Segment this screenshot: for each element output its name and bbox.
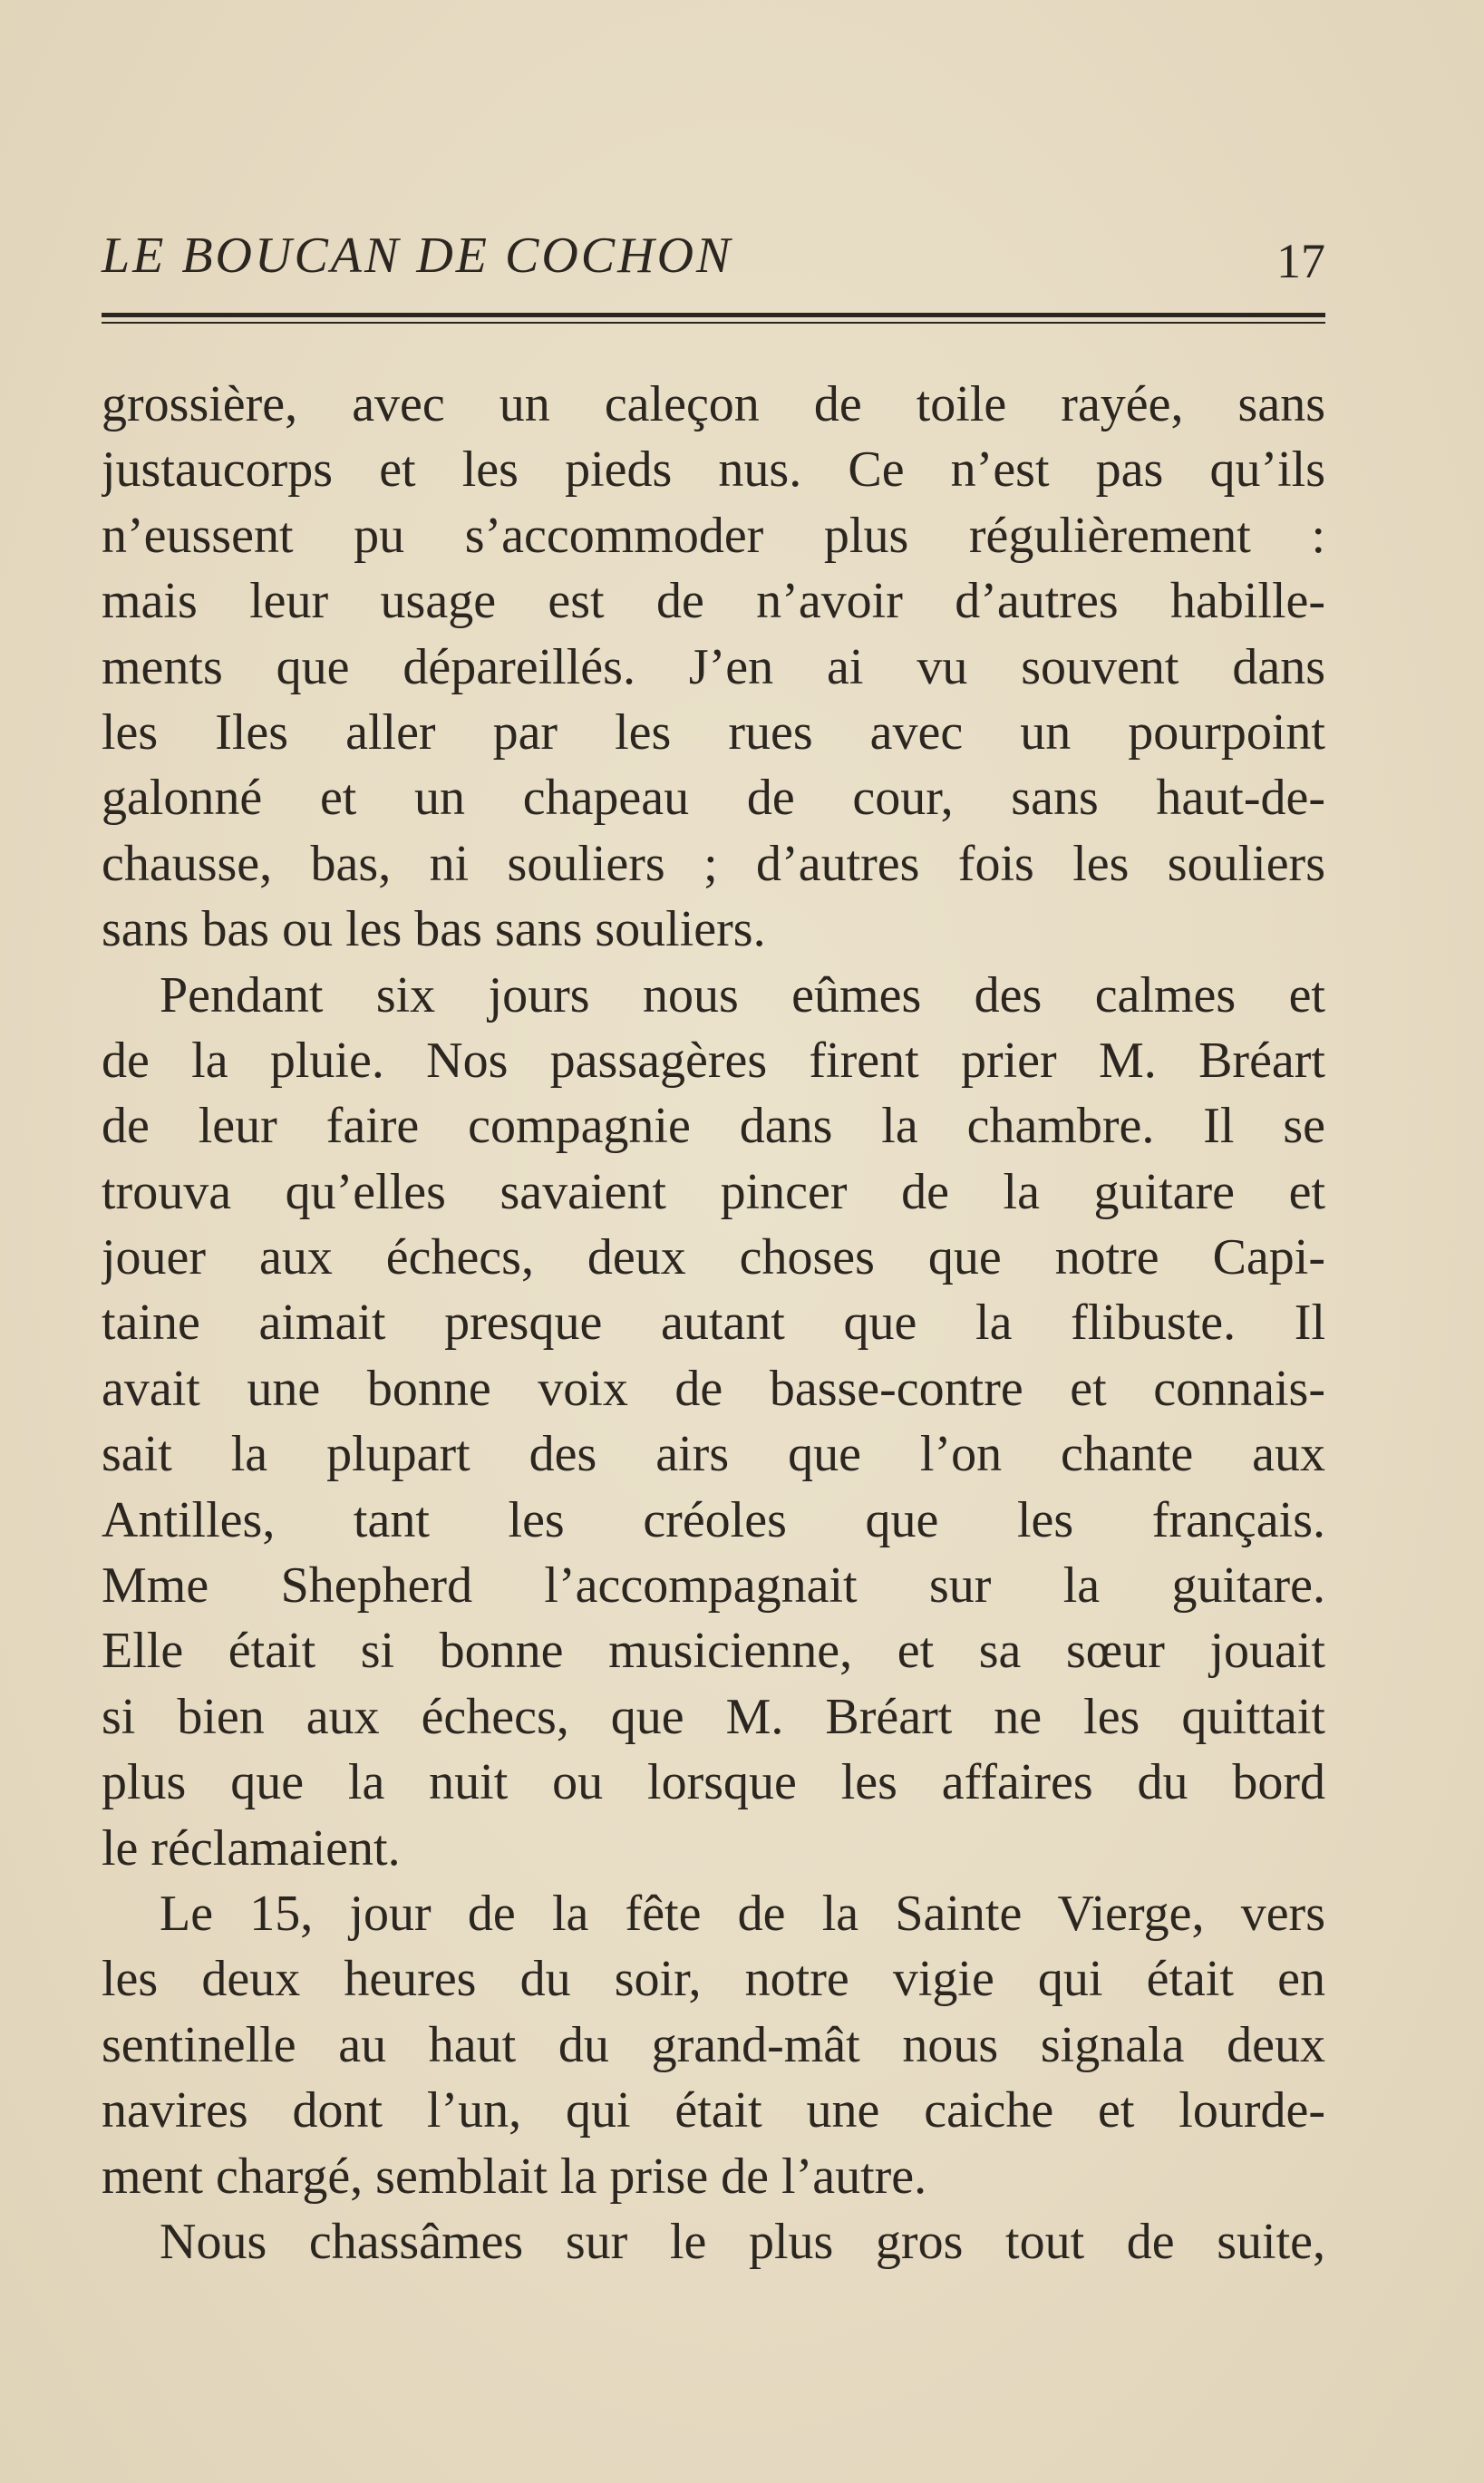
- text-line: sait la plupart des airs que l’on chante aux: [102, 1426, 1325, 1483]
- text-line: si bien aux échecs, que M. Bréart ne les quittait: [102, 1688, 1325, 1745]
- text-line: les deux heures du soir, notre vigie qui était en: [102, 1951, 1325, 2008]
- text-line: ment chargé, semblait la prise de l’autre.: [102, 2148, 927, 2205]
- text-line: ments que dépareillés. J’en ai vu souvent dans: [102, 638, 1325, 695]
- text-line: avait une bonne voix de basse-contre et connais-: [102, 1360, 1325, 1417]
- header-rule-thin: [102, 322, 1325, 324]
- text-line: grossière, avec un caleçon de toile rayée, sans: [102, 376, 1325, 432]
- text-line: Pendant six jours nous eûmes des calmes et: [160, 966, 1325, 1023]
- page-number: 17: [1276, 234, 1325, 288]
- text-line: sentinelle au haut du grand-mât nous signala deux: [102, 2016, 1325, 2073]
- text-line: jouer aux échecs, deux choses que notre Capi-: [102, 1229, 1325, 1286]
- body-text: [102, 372, 1325, 2274]
- text-line: Mme Shepherd l’accompagnait sur la guitare.: [102, 1557, 1325, 1615]
- text-line: les Iles aller par les rues avec un pourpoint: [102, 703, 1325, 761]
- text-line: n’eussent pu s’accommoder plus régulièrement :: [102, 507, 1325, 564]
- text-line: sans bas ou les bas sans souliers.: [102, 901, 766, 958]
- text-line: justaucorps et les pieds nus. Ce n’est pas qu’ils: [102, 441, 1325, 499]
- running-title: LE BOUCAN DE COCHON: [102, 228, 733, 284]
- text-line: de leur faire compagnie dans la chambre. Il se: [102, 1098, 1325, 1155]
- text-line: chausse, bas, ni souliers ; d’autres fois les souliers: [102, 835, 1325, 892]
- text-line: Nous chassâmes sur le plus gros tout de suite,: [160, 2213, 1325, 2270]
- text-line: Antilles, tant les créoles que les français.: [102, 1491, 1325, 1548]
- text-line: Elle était si bonne musicienne, et sa sœur jouait: [102, 1623, 1325, 1680]
- text-line: navires dont l’un, qui était une caiche et lourde-: [102, 2082, 1325, 2139]
- running-head: [102, 219, 1325, 292]
- text-line: plus que la nuit ou lorsque les affaires du bord: [102, 1754, 1325, 1811]
- text-line: trouva qu’elles savaient pincer de la guitare et: [102, 1163, 1325, 1220]
- text-line: de la pluie. Nos passagères firent prier M. Bréart: [102, 1032, 1325, 1089]
- text-line: le réclamaient.: [102, 1819, 401, 1877]
- text-line: galonné et un chapeau de cour, sans haut-de-: [102, 770, 1325, 827]
- text-line: mais leur usage est de n’avoir d’autres habille-: [102, 573, 1325, 630]
- text-line: Le 15, jour de la fête de la Sainte Vierge, vers: [160, 1885, 1325, 1942]
- header-rule-thick: [102, 313, 1325, 317]
- text-line: taine aimait presque autant que la flibuste. Il: [102, 1295, 1325, 1352]
